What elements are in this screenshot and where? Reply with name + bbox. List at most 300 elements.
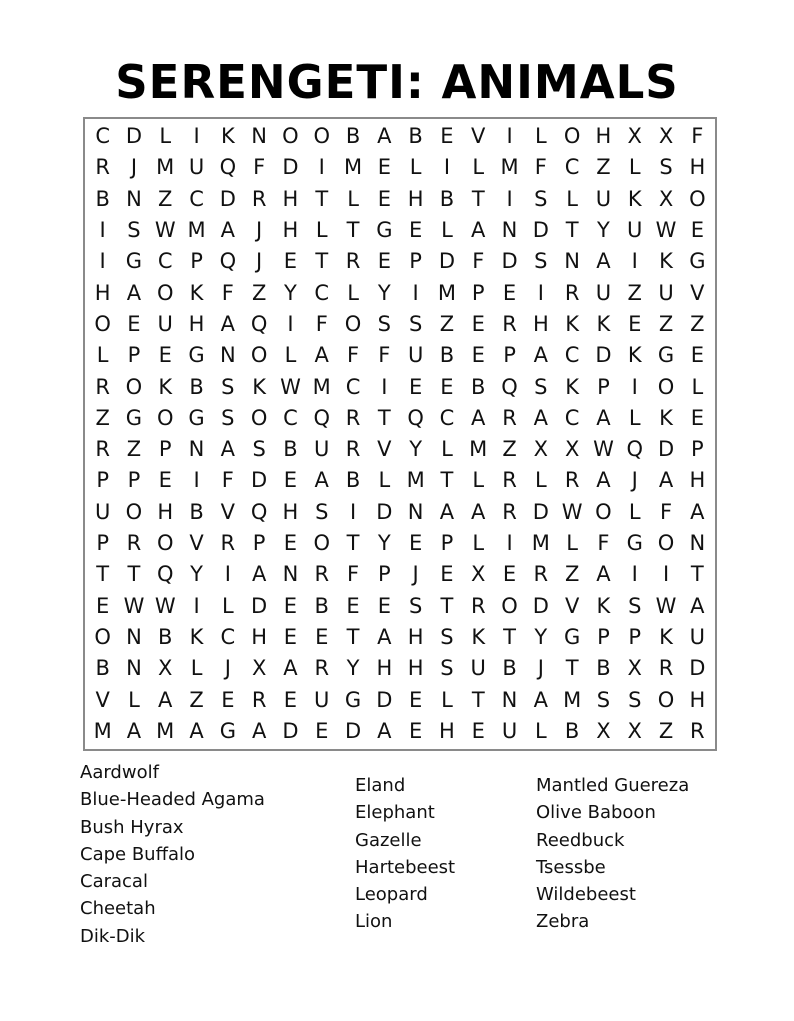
grid-letter[interactable]: L [566, 531, 578, 556]
grid-letter[interactable]: L [566, 186, 578, 211]
grid-letter[interactable]: C [345, 374, 361, 399]
grid-letter[interactable]: J [631, 468, 638, 493]
grid-letter[interactable]: T [565, 218, 579, 243]
grid-letter[interactable]: E [690, 405, 704, 430]
grid-letter[interactable]: O [156, 531, 174, 556]
grid-letter[interactable]: R [95, 374, 110, 399]
grid-letter[interactable]: A [126, 718, 142, 743]
grid-letter[interactable]: O [657, 374, 675, 399]
grid-letter[interactable]: R [658, 656, 674, 681]
grid-letter[interactable]: D [376, 499, 393, 524]
grid-letter[interactable]: E [377, 186, 391, 211]
grid-letter[interactable]: W [593, 437, 614, 462]
grid-letter[interactable]: O [313, 124, 330, 149]
grid-letter[interactable]: F [659, 499, 673, 524]
grid-letter[interactable]: B [158, 624, 173, 649]
grid-letter[interactable]: E [690, 343, 704, 368]
grid-letter[interactable]: D [219, 186, 236, 211]
grid-letter[interactable]: R [314, 656, 330, 681]
grid-letter[interactable]: D [251, 593, 268, 618]
grid-letter[interactable]: R [251, 687, 267, 712]
grid-letter[interactable]: D [125, 124, 143, 149]
grid-letter[interactable]: S [127, 218, 141, 243]
grid-letter[interactable]: P [378, 562, 391, 587]
grid-letter[interactable]: E [158, 468, 172, 493]
grid-letter[interactable]: L [628, 405, 641, 430]
grid-letter[interactable]: P [190, 249, 203, 274]
grid-letter[interactable]: K [659, 405, 673, 430]
grid-letter[interactable]: F [346, 343, 360, 368]
grid-letter[interactable]: C [283, 405, 298, 430]
grid-letter[interactable]: S [659, 155, 673, 180]
grid-letter[interactable]: T [690, 562, 704, 587]
grid-letter[interactable]: K [565, 374, 580, 399]
grid-letter[interactable]: U [595, 186, 612, 211]
grid-letter[interactable]: D [532, 218, 549, 243]
grid-letter[interactable]: D [344, 718, 362, 743]
grid-letter[interactable]: A [220, 218, 236, 243]
grid-letter[interactable]: F [253, 155, 266, 180]
grid-letter[interactable]: Z [439, 311, 455, 336]
grid-letter[interactable]: R [126, 531, 142, 556]
grid-letter[interactable]: L [472, 531, 485, 556]
grid-letter[interactable]: H [439, 718, 455, 743]
grid-letter[interactable]: A [596, 249, 611, 274]
grid-letter[interactable]: A [377, 624, 392, 649]
grid-letter[interactable]: O [156, 280, 174, 305]
grid-letter[interactable]: A [471, 218, 486, 243]
grid-letter[interactable]: R [95, 155, 110, 180]
grid-letter[interactable]: Q [156, 562, 174, 587]
grid-letter[interactable]: E [409, 374, 423, 399]
grid-letter[interactable]: X [627, 656, 642, 681]
grid-letter[interactable]: E [409, 718, 423, 743]
grid-letter[interactable]: R [220, 531, 236, 556]
grid-letter[interactable]: N [126, 186, 142, 211]
grid-letter[interactable]: I [193, 468, 200, 493]
grid-letter[interactable]: D [251, 468, 268, 493]
grid-letter[interactable]: X [627, 718, 642, 743]
grid-letter[interactable]: U [94, 499, 111, 524]
grid-letter[interactable]: W [280, 374, 301, 399]
grid-letter[interactable]: E [502, 562, 517, 587]
grid-letter[interactable]: K [158, 374, 173, 399]
grid-letter[interactable]: E [440, 562, 454, 587]
grid-letter[interactable]: G [188, 405, 205, 430]
grid-letter[interactable]: S [315, 499, 329, 524]
grid-letter[interactable]: A [439, 499, 455, 524]
grid-letter[interactable]: E [221, 687, 235, 712]
grid-letter[interactable]: E [690, 218, 704, 243]
grid-letter[interactable]: S [221, 405, 235, 430]
grid-letter[interactable]: E [283, 624, 298, 649]
grid-letter[interactable]: B [564, 718, 580, 743]
grid-letter[interactable]: C [220, 624, 236, 649]
grid-letter[interactable]: K [627, 343, 642, 368]
grid-letter[interactable]: G [626, 531, 643, 556]
grid-letter[interactable]: S [408, 593, 423, 618]
grid-letter[interactable]: H [282, 218, 299, 243]
grid-letter[interactable]: A [126, 280, 142, 305]
grid-letter[interactable]: S [440, 624, 454, 649]
grid-letter[interactable]: Q [407, 405, 424, 430]
grid-letter[interactable]: Z [690, 311, 705, 336]
grid-letter[interactable]: B [439, 186, 455, 211]
grid-letter[interactable]: G [344, 687, 362, 712]
grid-letter[interactable]: E [377, 593, 391, 618]
grid-letter[interactable]: A [533, 687, 549, 712]
grid-letter[interactable]: N [407, 499, 424, 524]
grid-letter[interactable]: L [628, 499, 641, 524]
grid-letter[interactable]: H [188, 311, 205, 336]
grid-letter[interactable]: X [471, 562, 486, 587]
grid-letter[interactable]: Y [409, 437, 423, 462]
grid-letter[interactable]: Z [627, 280, 642, 305]
grid-letter[interactable]: E [471, 718, 485, 743]
grid-letter[interactable]: L [409, 155, 422, 180]
grid-letter[interactable]: T [565, 656, 579, 681]
grid-letter[interactable]: E [409, 218, 423, 243]
grid-letter[interactable]: U [595, 280, 612, 305]
grid-letter[interactable]: R [502, 468, 517, 493]
grid-letter[interactable]: X [564, 437, 580, 462]
grid-letter[interactable]: D [689, 656, 706, 681]
grid-letter[interactable]: N [188, 437, 205, 462]
grid-letter[interactable]: A [471, 499, 486, 524]
grid-letter[interactable]: P [96, 531, 109, 556]
grid-letter[interactable]: P [628, 624, 642, 649]
grid-letter[interactable]: Z [251, 280, 267, 305]
grid-letter[interactable]: V [189, 531, 204, 556]
grid-letter[interactable]: I [631, 374, 638, 399]
grid-letter[interactable]: M [156, 155, 175, 180]
grid-letter[interactable]: R [314, 562, 330, 587]
grid-letter[interactable]: I [224, 562, 231, 587]
grid-letter[interactable]: T [503, 624, 516, 649]
grid-letter[interactable]: O [282, 124, 299, 149]
grid-letter[interactable]: N [564, 249, 580, 274]
grid-letter[interactable]: I [631, 562, 638, 587]
grid-letter[interactable]: G [219, 718, 236, 743]
grid-letter[interactable]: I [193, 124, 200, 149]
grid-letter[interactable]: O [344, 311, 362, 336]
grid-letter[interactable]: E [283, 531, 298, 556]
grid-letter[interactable]: I [506, 124, 513, 149]
grid-letter[interactable]: S [252, 437, 266, 462]
grid-letter[interactable]: U [157, 311, 173, 336]
grid-letter[interactable]: M [343, 155, 363, 180]
grid-letter[interactable]: N [219, 343, 236, 368]
grid-letter[interactable]: H [94, 280, 111, 305]
grid-letter[interactable]: J [224, 656, 231, 681]
grid-letter[interactable]: T [96, 562, 110, 587]
grid-letter[interactable]: H [282, 186, 299, 211]
grid-letter[interactable]: H [251, 624, 268, 649]
grid-letter[interactable]: Z [189, 687, 204, 712]
grid-letter[interactable]: K [659, 249, 673, 274]
grid-letter[interactable]: D [657, 437, 675, 462]
grid-letter[interactable]: K [220, 124, 235, 149]
grid-letter[interactable]: U [188, 155, 205, 180]
grid-letter[interactable]: O [563, 124, 581, 149]
grid-letter[interactable]: H [282, 499, 299, 524]
grid-letter[interactable]: M [156, 718, 175, 743]
grid-letter[interactable]: O [94, 624, 111, 649]
grid-letter[interactable]: Q [501, 374, 518, 399]
grid-letter[interactable]: S [221, 374, 235, 399]
grid-letter[interactable]: A [251, 562, 267, 587]
grid-letter[interactable]: O [689, 186, 706, 211]
grid-letter[interactable]: H [376, 656, 393, 681]
grid-letter[interactable]: E [96, 593, 110, 618]
grid-letter[interactable]: S [534, 186, 548, 211]
grid-letter[interactable]: A [220, 311, 236, 336]
grid-letter[interactable]: J [256, 218, 263, 243]
grid-letter[interactable]: A [158, 687, 173, 712]
grid-letter[interactable]: R [251, 186, 267, 211]
grid-letter[interactable]: D [282, 155, 299, 180]
grid-letter[interactable]: B [502, 656, 517, 681]
grid-letter[interactable]: C [157, 249, 173, 274]
grid-letter[interactable]: P [597, 374, 610, 399]
grid-letter[interactable]: R [502, 405, 517, 430]
grid-letter[interactable]: L [96, 343, 109, 368]
grid-letter[interactable]: D [282, 718, 299, 743]
grid-letter[interactable]: F [221, 280, 234, 305]
grid-letter[interactable]: O [250, 405, 268, 430]
grid-letter[interactable]: O [250, 343, 268, 368]
grid-letter[interactable]: B [408, 124, 423, 149]
grid-letter[interactable]: L [378, 468, 391, 493]
grid-letter[interactable]: W [655, 593, 677, 618]
grid-letter[interactable]: A [377, 124, 392, 149]
grid-letter[interactable]: F [534, 155, 547, 180]
grid-letter[interactable]: L [472, 155, 485, 180]
grid-letter[interactable]: A [658, 468, 674, 493]
grid-letter[interactable]: B [439, 343, 455, 368]
grid-letter[interactable]: B [314, 593, 329, 618]
grid-letter[interactable]: M [312, 374, 331, 399]
grid-letter[interactable]: O [595, 499, 612, 524]
grid-letter[interactable]: R [95, 437, 110, 462]
grid-letter[interactable]: D [595, 343, 612, 368]
grid-letter[interactable]: P [158, 437, 172, 462]
grid-letter[interactable]: E [471, 343, 485, 368]
grid-letter[interactable]: Z [158, 186, 173, 211]
grid-letter[interactable]: J [130, 155, 138, 180]
grid-letter[interactable]: E [377, 249, 391, 274]
grid-letter[interactable]: Z [596, 155, 611, 180]
grid-letter[interactable]: X [627, 124, 642, 149]
grid-letter[interactable]: O [125, 374, 143, 399]
grid-letter[interactable]: E [409, 687, 423, 712]
grid-letter[interactable]: M [531, 531, 550, 556]
grid-letter[interactable]: C [564, 155, 580, 180]
grid-letter[interactable]: Q [219, 155, 237, 180]
grid-letter[interactable]: Z [658, 718, 674, 743]
grid-letter[interactable]: Z [658, 311, 674, 336]
grid-letter[interactable]: M [469, 437, 488, 462]
grid-letter[interactable]: H [532, 311, 549, 336]
grid-letter[interactable]: J [412, 562, 419, 587]
grid-letter[interactable]: Q [626, 437, 643, 462]
grid-letter[interactable]: X [533, 437, 549, 462]
grid-letter[interactable]: F [378, 343, 391, 368]
grid-letter[interactable]: H [407, 186, 424, 211]
grid-letter[interactable]: J [537, 656, 544, 681]
grid-letter[interactable]: C [95, 124, 110, 149]
grid-letter[interactable]: S [377, 311, 391, 336]
grid-letter[interactable]: X [158, 656, 173, 681]
grid-letter[interactable]: N [126, 624, 142, 649]
grid-letter[interactable]: Y [377, 280, 391, 305]
grid-letter[interactable]: T [315, 186, 329, 211]
grid-letter[interactable]: W [123, 593, 145, 618]
grid-letter[interactable]: I [99, 249, 106, 274]
grid-letter[interactable]: A [283, 656, 298, 681]
grid-letter[interactable]: E [283, 687, 298, 712]
grid-letter[interactable]: F [472, 249, 485, 274]
grid-letter[interactable]: A [533, 343, 549, 368]
grid-letter[interactable]: L [472, 468, 485, 493]
grid-letter[interactable]: A [596, 468, 611, 493]
grid-letter[interactable]: N [689, 531, 706, 556]
grid-letter[interactable]: E [440, 124, 454, 149]
grid-letter[interactable]: L [221, 593, 234, 618]
grid-letter[interactable]: I [287, 311, 294, 336]
grid-letter[interactable]: G [125, 249, 143, 274]
grid-letter[interactable]: M [406, 468, 425, 493]
grid-letter[interactable]: K [189, 280, 204, 305]
grid-letter[interactable]: E [158, 343, 172, 368]
grid-letter[interactable]: L [347, 280, 359, 305]
grid-letter[interactable]: D [376, 687, 393, 712]
grid-letter[interactable]: C [564, 405, 580, 430]
grid-letter[interactable]: X [251, 656, 267, 681]
grid-letter[interactable]: G [125, 405, 143, 430]
grid-letter[interactable]: F [315, 311, 328, 336]
grid-letter[interactable]: A [220, 437, 236, 462]
grid-letter[interactable]: E [471, 311, 485, 336]
grid-letter[interactable]: L [628, 155, 641, 180]
grid-letter[interactable]: Q [313, 405, 330, 430]
grid-letter[interactable]: P [96, 468, 109, 493]
grid-letter[interactable]: U [314, 437, 330, 462]
grid-letter[interactable]: B [283, 437, 298, 462]
grid-letter[interactable]: P [409, 249, 422, 274]
grid-letter[interactable]: I [443, 155, 451, 180]
grid-letter[interactable]: H [407, 656, 424, 681]
grid-letter[interactable]: P [252, 531, 266, 556]
grid-letter[interactable]: E [377, 155, 391, 180]
grid-letter[interactable]: T [346, 531, 360, 556]
grid-letter[interactable]: M [563, 687, 582, 712]
grid-letter[interactable]: G [376, 218, 393, 243]
grid-letter[interactable]: V [564, 593, 580, 618]
grid-letter[interactable]: N [251, 124, 267, 149]
grid-letter[interactable]: P [440, 531, 454, 556]
grid-letter[interactable]: D [438, 249, 456, 274]
grid-letter[interactable]: T [346, 218, 360, 243]
grid-letter[interactable]: R [690, 718, 705, 743]
grid-letter[interactable]: T [315, 249, 329, 274]
grid-letter[interactable]: Y [190, 562, 203, 587]
grid-letter[interactable]: L [441, 218, 453, 243]
grid-letter[interactable]: H [689, 155, 706, 180]
grid-letter[interactable]: W [655, 218, 677, 243]
grid-letter[interactable]: K [189, 624, 204, 649]
grid-letter[interactable]: A [251, 718, 267, 743]
grid-letter[interactable]: G [657, 343, 675, 368]
grid-letter[interactable]: Y [284, 280, 297, 305]
grid-letter[interactable]: H [407, 624, 424, 649]
grid-letter[interactable]: X [658, 124, 674, 149]
grid-letter[interactable]: R [533, 562, 549, 587]
grid-letter[interactable]: B [345, 468, 361, 493]
grid-letter[interactable]: P [127, 468, 141, 493]
grid-letter[interactable]: D [501, 249, 518, 274]
grid-letter[interactable]: R [502, 499, 517, 524]
grid-letter[interactable]: G [564, 624, 581, 649]
grid-letter[interactable]: N [282, 562, 299, 587]
grid-letter[interactable]: P [691, 437, 704, 462]
grid-letter[interactable]: U [407, 343, 424, 368]
grid-letter[interactable]: A [596, 405, 611, 430]
grid-letter[interactable]: G [689, 249, 706, 274]
grid-letter[interactable]: R [345, 437, 361, 462]
grid-letter[interactable]: A [533, 405, 549, 430]
grid-letter[interactable]: A [596, 562, 611, 587]
grid-letter[interactable]: S [534, 374, 548, 399]
grid-letter[interactable]: O [501, 593, 518, 618]
grid-letter[interactable]: K [471, 624, 486, 649]
grid-letter[interactable]: T [440, 593, 454, 618]
grid-letter[interactable]: I [631, 249, 638, 274]
grid-letter[interactable]: V [471, 124, 486, 149]
grid-letter[interactable]: B [596, 656, 611, 681]
grid-letter[interactable]: M [93, 718, 112, 743]
grid-letter[interactable]: L [534, 718, 547, 743]
grid-letter[interactable]: E [283, 468, 298, 493]
grid-letter[interactable]: E [127, 311, 141, 336]
grid-letter[interactable]: U [501, 718, 518, 743]
grid-letter[interactable]: O [657, 687, 675, 712]
grid-letter[interactable]: R [502, 311, 517, 336]
grid-letter[interactable]: T [127, 562, 141, 587]
grid-letter[interactable]: Y [534, 624, 548, 649]
grid-letter[interactable]: M [500, 155, 519, 180]
grid-letter[interactable]: L [691, 374, 704, 399]
grid-letter[interactable]: S [408, 311, 423, 336]
grid-letter[interactable]: A [690, 593, 705, 618]
grid-letter[interactable]: T [471, 186, 485, 211]
grid-letter[interactable]: F [221, 468, 234, 493]
grid-letter[interactable]: B [471, 374, 486, 399]
grid-letter[interactable]: W [154, 593, 176, 618]
grid-letter[interactable]: Q [250, 311, 268, 336]
grid-letter[interactable]: A [377, 718, 392, 743]
grid-letter[interactable]: I [99, 218, 106, 243]
grid-letter[interactable]: U [689, 624, 706, 649]
grid-letter[interactable]: Z [95, 405, 110, 430]
grid-letter[interactable]: V [377, 437, 392, 462]
grid-letter[interactable]: A [690, 499, 705, 524]
grid-letter[interactable]: S [628, 593, 642, 618]
grid-letter[interactable]: G [188, 343, 205, 368]
grid-letter[interactable]: C [314, 280, 330, 305]
grid-letter[interactable]: M [187, 218, 206, 243]
grid-letter[interactable]: K [596, 311, 611, 336]
